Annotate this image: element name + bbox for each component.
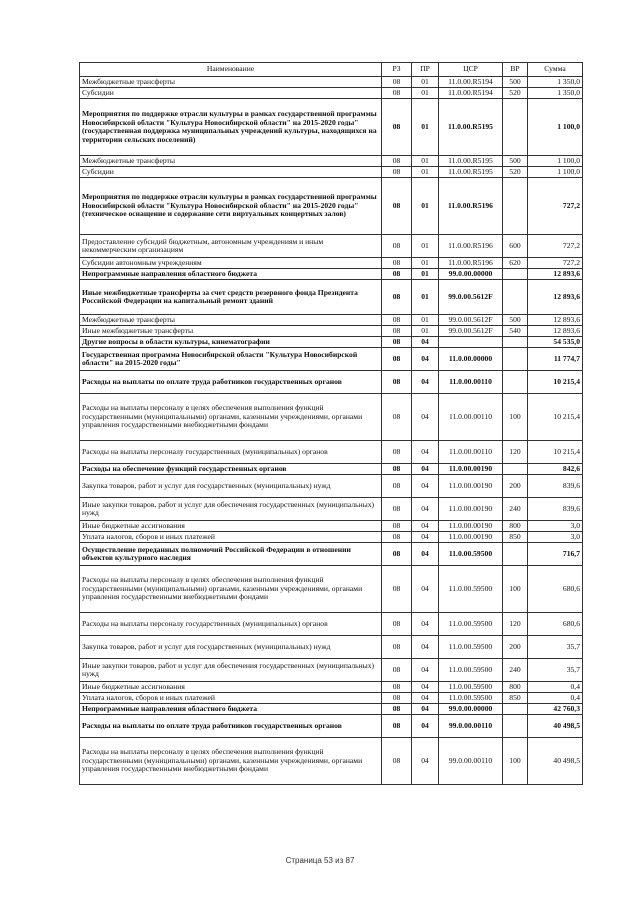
cell-sum: 35,7 bbox=[528, 659, 583, 682]
cell-vr: 600 bbox=[503, 235, 528, 258]
cell-vr bbox=[503, 348, 528, 371]
cell-sum: 40 498,5 bbox=[528, 738, 583, 785]
table-row bbox=[80, 738, 583, 785]
cell-pr: 04 bbox=[412, 441, 439, 464]
cell-pr: 01 bbox=[412, 88, 439, 99]
cell-csr: 11.0.00.R5194 bbox=[439, 88, 503, 99]
cell-sum: 12 893,6 bbox=[528, 315, 583, 326]
cell-rz: 08 bbox=[382, 326, 412, 337]
cell-vr bbox=[503, 280, 528, 315]
cell-sum: 727,2 bbox=[528, 178, 583, 235]
table-row bbox=[80, 77, 583, 88]
cell-pr: 04 bbox=[412, 348, 439, 371]
cell-vr: 500 bbox=[503, 156, 528, 167]
cell-pr: 04 bbox=[412, 498, 439, 521]
table-row bbox=[80, 88, 583, 99]
cell-rz: 08 bbox=[382, 613, 412, 636]
cell-vr: 200 bbox=[503, 636, 528, 659]
cell-name: Уплата налогов, сборов и иных платежей bbox=[80, 693, 382, 704]
cell-csr: 11.0.00.00110 bbox=[439, 441, 503, 464]
cell-rz: 08 bbox=[382, 464, 412, 475]
cell-name: Мероприятия по поддержке отрасли культуры в рамках государственной программы Новосибирской области "Культура Новосибирской области" на 2015-2020 годы" (государственная поддержка муниципальных учреждений культуры, находящихся на территории сельских поселений) bbox=[80, 99, 382, 156]
cell-pr: 04 bbox=[412, 682, 439, 693]
table-row bbox=[80, 337, 583, 348]
table-row bbox=[80, 348, 583, 371]
cell-csr: 99.0.00.00000 bbox=[439, 704, 503, 715]
table-row bbox=[80, 167, 583, 178]
cell-rz: 08 bbox=[382, 521, 412, 532]
cell-csr: 99.0.00.5612F bbox=[439, 315, 503, 326]
cell-vr: 540 bbox=[503, 326, 528, 337]
cell-pr: 01 bbox=[412, 178, 439, 235]
table-row bbox=[80, 636, 583, 659]
cell-vr bbox=[503, 543, 528, 566]
cell-pr: 04 bbox=[412, 566, 439, 613]
cell-vr: 850 bbox=[503, 693, 528, 704]
cell-vr: 120 bbox=[503, 613, 528, 636]
table-row bbox=[80, 326, 583, 337]
cell-vr bbox=[503, 464, 528, 475]
cell-csr: 11.0.00.00190 bbox=[439, 532, 503, 543]
cell-pr: 04 bbox=[412, 394, 439, 441]
cell-rz: 08 bbox=[382, 532, 412, 543]
cell-rz: 08 bbox=[382, 566, 412, 613]
cell-sum: 40 498,5 bbox=[528, 715, 583, 738]
cell-name: Расходы на выплаты по оплате труда работников государственных органов bbox=[80, 715, 382, 738]
table-header-row bbox=[80, 63, 583, 77]
cell-pr: 04 bbox=[412, 704, 439, 715]
cell-csr: 11.0.00.59500 bbox=[439, 543, 503, 566]
cell-sum: 1 100,0 bbox=[528, 99, 583, 156]
page-number: Страница 53 из 87 bbox=[285, 856, 355, 865]
cell-name: Непрограммные направления областного бюджета bbox=[80, 269, 382, 280]
cell-pr: 01 bbox=[412, 156, 439, 167]
table-row bbox=[80, 613, 583, 636]
cell-vr: 620 bbox=[503, 258, 528, 269]
cell-sum: 727,2 bbox=[528, 258, 583, 269]
cell-sum: 0,4 bbox=[528, 682, 583, 693]
cell-rz: 08 bbox=[382, 235, 412, 258]
table-row bbox=[80, 693, 583, 704]
cell-sum: 839,6 bbox=[528, 498, 583, 521]
cell-vr bbox=[503, 99, 528, 156]
cell-vr: 500 bbox=[503, 77, 528, 88]
cell-csr: 99.0.00.5612F bbox=[439, 326, 503, 337]
cell-vr: 520 bbox=[503, 88, 528, 99]
cell-sum: 12 893,6 bbox=[528, 269, 583, 280]
cell-sum: 3,0 bbox=[528, 521, 583, 532]
cell-rz: 08 bbox=[382, 636, 412, 659]
cell-name: Расходы на выплаты персоналу государственных (муниципальных) органов bbox=[80, 613, 382, 636]
cell-vr: 500 bbox=[503, 315, 528, 326]
cell-sum: 680,6 bbox=[528, 566, 583, 613]
cell-sum: 1 350,0 bbox=[528, 88, 583, 99]
cell-vr: 240 bbox=[503, 498, 528, 521]
cell-csr: 11.0.00.59500 bbox=[439, 659, 503, 682]
cell-sum: 1 100,0 bbox=[528, 156, 583, 167]
cell-csr: 11.0.00.59500 bbox=[439, 566, 503, 613]
cell-csr: 99.0.00.00000 bbox=[439, 269, 503, 280]
cell-vr: 800 bbox=[503, 521, 528, 532]
cell-pr: 01 bbox=[412, 315, 439, 326]
cell-sum: 0,4 bbox=[528, 693, 583, 704]
cell-rz: 08 bbox=[382, 280, 412, 315]
header-rz: РЗ bbox=[382, 63, 412, 77]
cell-csr: 11.0.00.R5195 bbox=[439, 156, 503, 167]
cell-vr: 850 bbox=[503, 532, 528, 543]
cell-rz: 08 bbox=[382, 178, 412, 235]
cell-rz: 08 bbox=[382, 441, 412, 464]
cell-sum: 12 893,6 bbox=[528, 326, 583, 337]
cell-vr: 200 bbox=[503, 475, 528, 498]
cell-rz: 08 bbox=[382, 88, 412, 99]
table-row bbox=[80, 715, 583, 738]
cell-pr: 04 bbox=[412, 659, 439, 682]
cell-csr: 11.0.00.00190 bbox=[439, 521, 503, 532]
cell-rz: 08 bbox=[382, 371, 412, 394]
table-row bbox=[80, 394, 583, 441]
cell-rz: 08 bbox=[382, 738, 412, 785]
cell-pr: 04 bbox=[412, 521, 439, 532]
cell-csr: 11.0.00.00190 bbox=[439, 464, 503, 475]
cell-csr bbox=[439, 337, 503, 348]
cell-name: Субсидии bbox=[80, 88, 382, 99]
cell-name: Расходы на выплаты по оплате труда работников государственных органов bbox=[80, 371, 382, 394]
cell-pr: 04 bbox=[412, 532, 439, 543]
header-name: Наименование bbox=[80, 63, 382, 77]
cell-vr: 100 bbox=[503, 394, 528, 441]
cell-name: Межбюджетные трансферты bbox=[80, 315, 382, 326]
cell-pr: 04 bbox=[412, 636, 439, 659]
cell-sum: 10 215,4 bbox=[528, 371, 583, 394]
cell-csr: 11.0.00.00110 bbox=[439, 371, 503, 394]
table-row bbox=[80, 156, 583, 167]
cell-sum: 11 774,7 bbox=[528, 348, 583, 371]
cell-name: Расходы на выплаты персоналу в целях обеспечения выполнения функций государственными (муниципальными) органами, казенными учреждениями, органами управления государственными внебюджетными фондами bbox=[80, 566, 382, 613]
cell-pr: 04 bbox=[412, 693, 439, 704]
cell-sum: 35,7 bbox=[528, 636, 583, 659]
cell-pr: 01 bbox=[412, 280, 439, 315]
cell-name: Субсидии bbox=[80, 167, 382, 178]
cell-rz: 08 bbox=[382, 498, 412, 521]
cell-csr: 11.0.00.R5195 bbox=[439, 167, 503, 178]
table-row bbox=[80, 475, 583, 498]
cell-name: Мероприятия по поддержке отрасли культуры в рамках государственной программы Новосибирской области "Культура Новосибирской области" на 2015-2020 годы" (техническое оснащение и содержание сети виртуальных концертных залов) bbox=[80, 178, 382, 235]
cell-vr bbox=[503, 337, 528, 348]
cell-name: Межбюджетные трансферты bbox=[80, 156, 382, 167]
table-row bbox=[80, 99, 583, 156]
cell-sum: 10 215,4 bbox=[528, 441, 583, 464]
cell-name: Иные бюджетные ассигнования bbox=[80, 521, 382, 532]
table-row bbox=[80, 258, 583, 269]
cell-pr: 04 bbox=[412, 715, 439, 738]
cell-csr: 99.0.00.5612F bbox=[439, 280, 503, 315]
cell-name: Субсидии автономным учреждениям bbox=[80, 258, 382, 269]
header-pr: ПР bbox=[412, 63, 439, 77]
cell-rz: 08 bbox=[382, 337, 412, 348]
cell-vr bbox=[503, 371, 528, 394]
cell-pr: 01 bbox=[412, 167, 439, 178]
cell-vr: 100 bbox=[503, 566, 528, 613]
header-csr: ЦСР bbox=[439, 63, 503, 77]
cell-name: Иные закупки товаров, работ и услуг для обеспечения государственных (муниципальных) нужд bbox=[80, 498, 382, 521]
cell-rz: 08 bbox=[382, 543, 412, 566]
table-row bbox=[80, 532, 583, 543]
cell-csr: 11.0.00.00190 bbox=[439, 475, 503, 498]
table-row bbox=[80, 441, 583, 464]
cell-name: Закупка товаров, работ и услуг для государственных (муниципальных) нужд bbox=[80, 475, 382, 498]
cell-name: Непрограммные направления областного бюджета bbox=[80, 704, 382, 715]
cell-vr: 800 bbox=[503, 682, 528, 693]
cell-pr: 04 bbox=[412, 543, 439, 566]
table-row bbox=[80, 178, 583, 235]
cell-vr bbox=[503, 178, 528, 235]
cell-name: Осуществление переданных полномочий Российской Федерации в отношении объектов культурного наследия bbox=[80, 543, 382, 566]
cell-name: Государственная программа Новосибирской области "Культура Новосибирской области" на 2015-2020 годы" bbox=[80, 348, 382, 371]
cell-pr: 04 bbox=[412, 738, 439, 785]
cell-csr: 11.0.00.R5194 bbox=[439, 77, 503, 88]
table-row bbox=[80, 521, 583, 532]
cell-rz: 08 bbox=[382, 167, 412, 178]
cell-name: Расходы на выплаты персоналу государственных (муниципальных) органов bbox=[80, 441, 382, 464]
cell-name: Расходы на выплаты персоналу в целях обеспечения выполнения функций государственными (муниципальными) органами, казенными учреждениями, органами управления государственными внебюджетными фондами bbox=[80, 738, 382, 785]
cell-csr: 11.0.00.59500 bbox=[439, 613, 503, 636]
cell-vr: 520 bbox=[503, 167, 528, 178]
cell-pr: 01 bbox=[412, 269, 439, 280]
cell-rz: 08 bbox=[382, 659, 412, 682]
cell-pr: 01 bbox=[412, 258, 439, 269]
cell-name: Иные межбюджетные трансферты за счет средств резервного фонда Президента Российской Федерации на капитальный ремонт зданий bbox=[80, 280, 382, 315]
cell-csr: 11.0.00.00000 bbox=[439, 348, 503, 371]
cell-rz: 08 bbox=[382, 348, 412, 371]
table-body bbox=[80, 77, 583, 785]
table-row bbox=[80, 498, 583, 521]
table-row bbox=[80, 280, 583, 315]
table-row bbox=[80, 464, 583, 475]
cell-sum: 10 215,4 bbox=[528, 394, 583, 441]
table-row bbox=[80, 659, 583, 682]
cell-vr bbox=[503, 269, 528, 280]
cell-sum: 1 350,0 bbox=[528, 77, 583, 88]
table-row bbox=[80, 704, 583, 715]
cell-sum: 42 760,3 bbox=[528, 704, 583, 715]
cell-rz: 08 bbox=[382, 99, 412, 156]
cell-name: Иные бюджетные ассигнования bbox=[80, 682, 382, 693]
cell-vr: 120 bbox=[503, 441, 528, 464]
cell-rz: 08 bbox=[382, 258, 412, 269]
budget-table bbox=[79, 62, 583, 785]
cell-sum: 842,6 bbox=[528, 464, 583, 475]
cell-rz: 08 bbox=[382, 693, 412, 704]
cell-pr: 01 bbox=[412, 235, 439, 258]
cell-rz: 08 bbox=[382, 682, 412, 693]
cell-sum: 3,0 bbox=[528, 532, 583, 543]
cell-rz: 08 bbox=[382, 704, 412, 715]
cell-csr: 11.0.00.R5195 bbox=[439, 99, 503, 156]
cell-sum: 680,6 bbox=[528, 613, 583, 636]
cell-vr: 100 bbox=[503, 738, 528, 785]
cell-csr: 11.0.00.59500 bbox=[439, 693, 503, 704]
table-row bbox=[80, 543, 583, 566]
table-row bbox=[80, 315, 583, 326]
cell-vr: 240 bbox=[503, 659, 528, 682]
cell-sum: 839,6 bbox=[528, 475, 583, 498]
cell-sum: 1 100,0 bbox=[528, 167, 583, 178]
cell-rz: 08 bbox=[382, 475, 412, 498]
cell-csr: 99.0.00.00110 bbox=[439, 738, 503, 785]
cell-pr: 01 bbox=[412, 326, 439, 337]
cell-csr: 99.0.00.00110 bbox=[439, 715, 503, 738]
cell-csr: 11.0.00.R5196 bbox=[439, 258, 503, 269]
table-row bbox=[80, 371, 583, 394]
cell-rz: 08 bbox=[382, 394, 412, 441]
cell-csr: 11.0.00.59500 bbox=[439, 682, 503, 693]
header-sum: Сумма bbox=[528, 63, 583, 77]
cell-name: Расходы на выплаты персоналу в целях обеспечения выполнения функций государственными (муниципальными) органами, казенными учреждениями, органами управления государственными внебюджетными фондами bbox=[80, 394, 382, 441]
cell-pr: 04 bbox=[412, 475, 439, 498]
cell-rz: 08 bbox=[382, 77, 412, 88]
cell-sum: 12 893,6 bbox=[528, 280, 583, 315]
cell-rz: 08 bbox=[382, 156, 412, 167]
cell-csr: 11.0.00.R5196 bbox=[439, 235, 503, 258]
cell-pr: 01 bbox=[412, 99, 439, 156]
cell-name: Иные межбюджетные трансферты bbox=[80, 326, 382, 337]
table-row bbox=[80, 682, 583, 693]
cell-name: Предоставление субсидий бюджетным, автономным учреждениям и иным некоммерческим организациям bbox=[80, 235, 382, 258]
cell-sum: 716,7 bbox=[528, 543, 583, 566]
cell-name: Закупка товаров, работ и услуг для государственных (муниципальных) нужд bbox=[80, 636, 382, 659]
cell-name: Уплата налогов, сборов и иных платежей bbox=[80, 532, 382, 543]
cell-name: Межбюджетные трансферты bbox=[80, 77, 382, 88]
cell-rz: 08 bbox=[382, 715, 412, 738]
cell-pr: 04 bbox=[412, 613, 439, 636]
cell-csr: 11.0.00.59500 bbox=[439, 636, 503, 659]
cell-vr bbox=[503, 715, 528, 738]
cell-name: Другие вопросы в области культуры, кинематографии bbox=[80, 337, 382, 348]
cell-vr bbox=[503, 704, 528, 715]
cell-sum: 727,2 bbox=[528, 235, 583, 258]
cell-sum: 54 535,0 bbox=[528, 337, 583, 348]
cell-csr: 11.0.00.00190 bbox=[439, 498, 503, 521]
cell-pr: 04 bbox=[412, 337, 439, 348]
table-row bbox=[80, 235, 583, 258]
cell-rz: 08 bbox=[382, 269, 412, 280]
cell-csr: 11.0.00.00110 bbox=[439, 394, 503, 441]
header-vr: ВР bbox=[503, 63, 528, 77]
cell-pr: 01 bbox=[412, 77, 439, 88]
cell-pr: 04 bbox=[412, 371, 439, 394]
cell-csr: 11.0.00.R5196 bbox=[439, 178, 503, 235]
cell-rz: 08 bbox=[382, 315, 412, 326]
table-row bbox=[80, 566, 583, 613]
table-row bbox=[80, 269, 583, 280]
cell-pr: 04 bbox=[412, 464, 439, 475]
cell-name: Расходы на обеспечение функций государственных органов bbox=[80, 464, 382, 475]
cell-name: Иные закупки товаров, работ и услуг для обеспечения государственных (муниципальных) нужд bbox=[80, 659, 382, 682]
